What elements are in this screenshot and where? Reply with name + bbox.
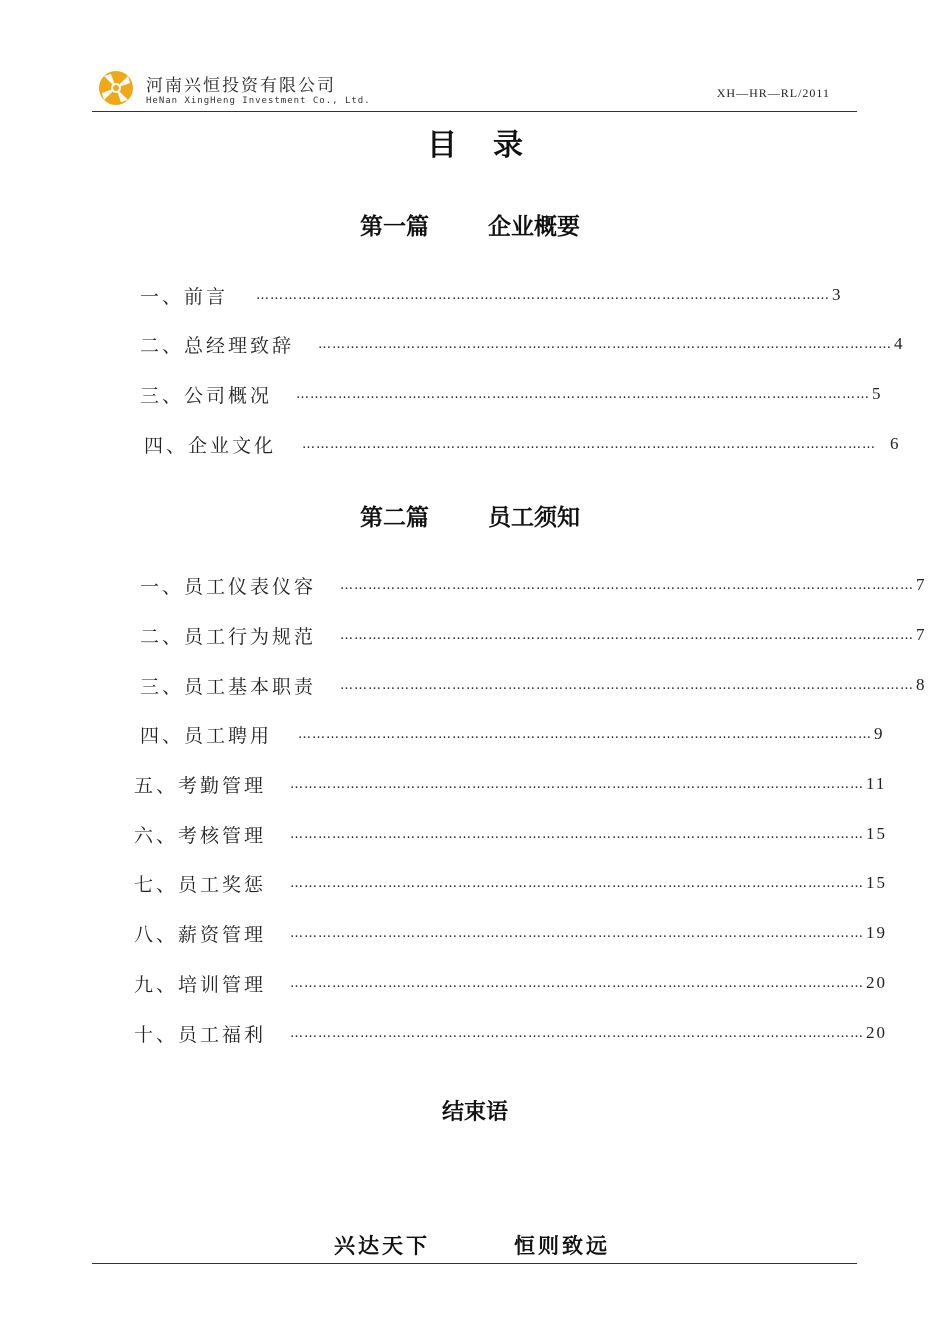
toc-leader-dots: …………………………………………………………………………………………………………… [290, 826, 865, 842]
toc-entry-label: 六、考核管理 [134, 824, 267, 847]
document-code: XH—HR—RL/2011 [716, 86, 830, 100]
page-title: 目录 [427, 128, 559, 163]
toc-entry-page: 6 [890, 434, 901, 453]
toc-entry-label: 八、薪资管理 [134, 923, 267, 946]
toc-entry-page: 15 [866, 824, 888, 843]
toc-entry-page: 15 [866, 873, 888, 892]
toc-entry[interactable] [140, 280, 843, 310]
toc-entry[interactable] [134, 918, 888, 948]
toc-entry-label: 三、公司概况 [140, 384, 273, 407]
toc-entry[interactable] [134, 769, 887, 799]
slogan-left: 兴达天下 [334, 1233, 430, 1258]
toc-entry[interactable] [140, 329, 905, 359]
toc-leader-dots: …………………………………………………………………………………………………………… [290, 975, 865, 991]
toc-entry[interactable] [134, 968, 888, 998]
toc-entry-page: 7 [916, 625, 927, 644]
toc-leader-dots: …………………………………………………………………………………………………………… [340, 677, 915, 693]
toc-entry-label: 七、员工奖惩 [134, 873, 267, 896]
toc-entry-label: 五、考勤管理 [134, 774, 267, 797]
toc-leader-dots: …………………………………………………………………………………………………………… [290, 875, 865, 891]
toc-leader-dots: …………………………………………………………………………………………………………… [296, 386, 871, 402]
toc-entry[interactable] [144, 429, 901, 459]
toc-entry-page: 20 [866, 1023, 888, 1042]
toc-leader-dots: …………………………………………………………………………………………………………… [256, 287, 831, 303]
toc-entry-label: 九、培训管理 [134, 973, 267, 996]
part-1-name: 企业概要 [488, 214, 580, 240]
toc-entry-page: 9 [874, 724, 885, 743]
closing-heading: 结束语 [441, 1100, 508, 1125]
toc-entry[interactable] [140, 620, 927, 650]
toc-entry-page: 20 [866, 973, 888, 992]
toc-entry-label: 三、员工基本职责 [140, 675, 317, 698]
footer-divider [92, 1263, 857, 1264]
part-1-heading [360, 208, 580, 241]
toc-entry-page: 5 [872, 384, 883, 403]
toc-entry-page: 11 [866, 774, 887, 793]
company-name-en: HeNan XingHeng Investment Co., Ltd. [146, 96, 371, 106]
company-name-cn: 河南兴恒投资有限公司 [146, 76, 336, 96]
toc-leader-dots: …………………………………………………………………………………………………………… [340, 627, 915, 643]
part-2-number: 第二篇 [360, 505, 429, 531]
toc-entry-label: 十、员工福利 [134, 1023, 267, 1046]
toc-entry-label: 一、员工仪表仪容 [140, 575, 317, 598]
toc-leader-dots: …………………………………………………………………………………………………………… [298, 726, 873, 742]
toc-entry[interactable] [134, 819, 888, 849]
toc-entry[interactable] [140, 379, 883, 409]
part-2-name: 员工须知 [488, 505, 580, 531]
part-2-heading [360, 499, 580, 532]
toc-leader-dots: …………………………………………………………………………………………………………… [290, 925, 865, 941]
part-1-number: 第一篇 [360, 214, 429, 240]
toc-leader-dots: …………………………………………………………………………………………………………… [302, 436, 877, 452]
toc-entry-page: 19 [866, 923, 888, 942]
toc-entry[interactable] [134, 1018, 888, 1048]
toc-entry[interactable] [134, 868, 888, 898]
toc-entry-page: 3 [832, 285, 843, 304]
toc-entry[interactable] [140, 570, 927, 600]
toc-entry[interactable] [140, 719, 885, 749]
toc-entry-label: 一、前言 [140, 285, 229, 308]
toc-entry-label: 四、员工聘用 [140, 724, 273, 747]
toc-entry-label: 二、员工行为规范 [140, 625, 317, 648]
toc-leader-dots: …………………………………………………………………………………………………………… [340, 577, 915, 593]
toc-entry[interactable] [140, 670, 927, 700]
toc-leader-dots: …………………………………………………………………………………………………………… [290, 776, 865, 792]
slogan-right: 恒则致远 [514, 1233, 610, 1258]
toc-leader-dots: …………………………………………………………………………………………………………… [290, 1025, 865, 1041]
toc-leader-dots: …………………………………………………………………………………………………………… [318, 336, 893, 352]
toc-entry-page: 7 [916, 575, 927, 594]
header-divider [92, 111, 857, 112]
toc-entry-label: 二、总经理致辞 [140, 334, 295, 357]
toc-entry-page: 8 [916, 675, 927, 694]
toc-entry-page: 4 [894, 334, 905, 353]
company-logo-icon [98, 70, 134, 106]
toc-entry-label: 四、企业文化 [144, 434, 277, 457]
